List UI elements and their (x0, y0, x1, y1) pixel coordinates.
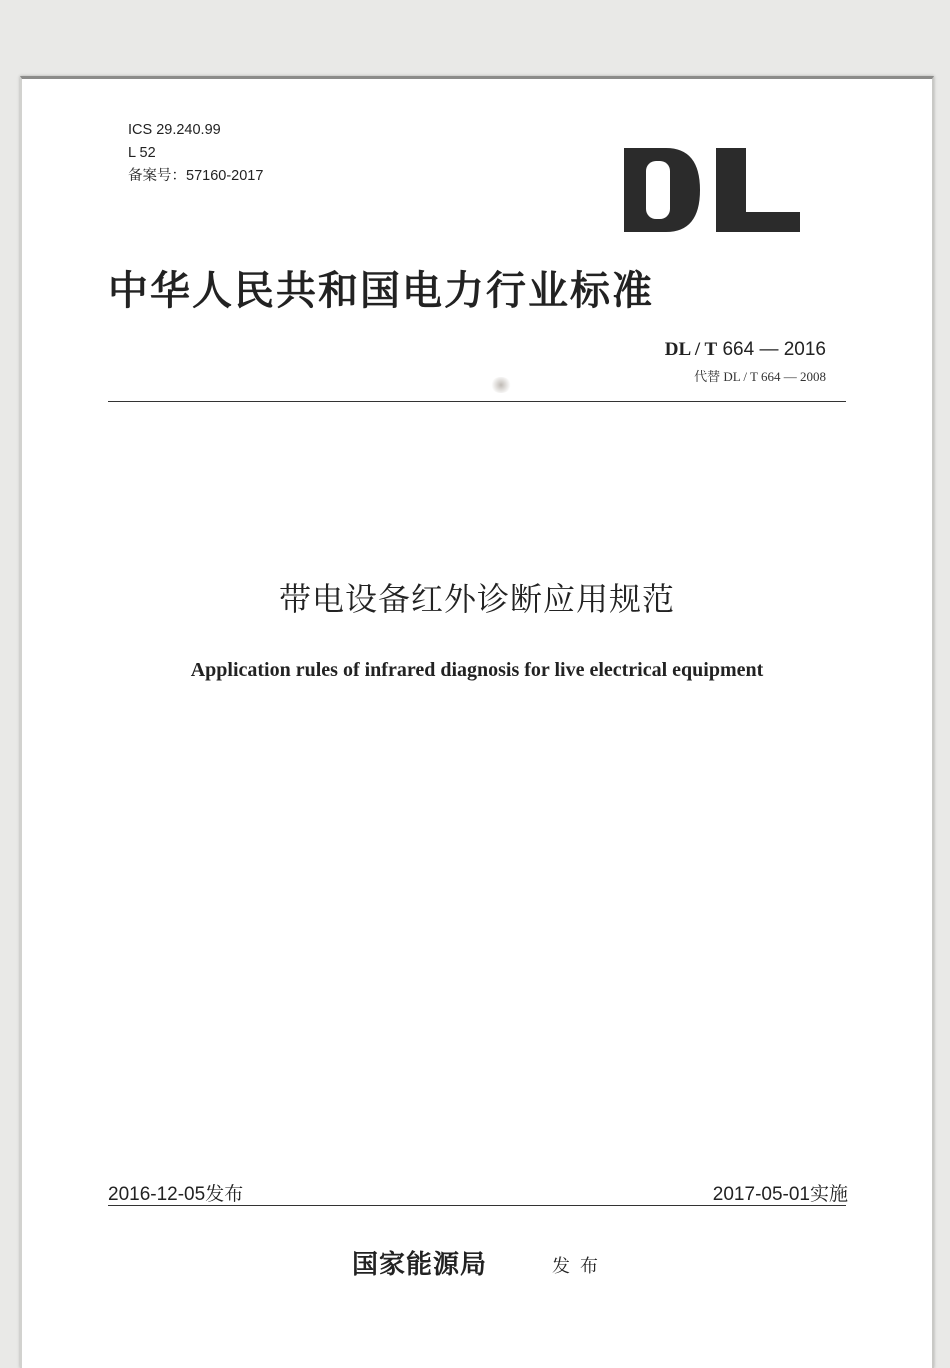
dl-logo (624, 148, 800, 232)
filing-number: 备案号：57160-2017 (128, 168, 264, 184)
cover-page (20, 76, 934, 1368)
ics-code: ICS 29.240.99 (128, 122, 221, 138)
standard-category: 中华人民共和国电力行业标准 (108, 267, 654, 314)
replaces-standard: 代替 DL / T 664 — 2008 (694, 369, 826, 384)
publish-label: 发布 (552, 1256, 608, 1277)
implementation-date: 2017-05-01实施 (712, 1184, 848, 1205)
standard-prefix: DL / T (664, 339, 718, 360)
ccs-code: L 52 (128, 145, 156, 161)
document-title-english: Application rules of infrared diagnosis for live electrical equipment (190, 659, 764, 681)
footer-divider (108, 1205, 846, 1206)
standard-number (665, 339, 826, 361)
publisher-name: 国家能源局 (352, 1250, 488, 1280)
document-title-chinese: 带电设备红外诊断应用规范 (278, 580, 675, 618)
issue-date: 2016-12-05发布 (108, 1184, 244, 1205)
header-divider (108, 401, 846, 402)
paper-smudge (490, 377, 512, 393)
classification-block (128, 119, 263, 188)
standard-code: 664 — 2016 (722, 339, 826, 360)
